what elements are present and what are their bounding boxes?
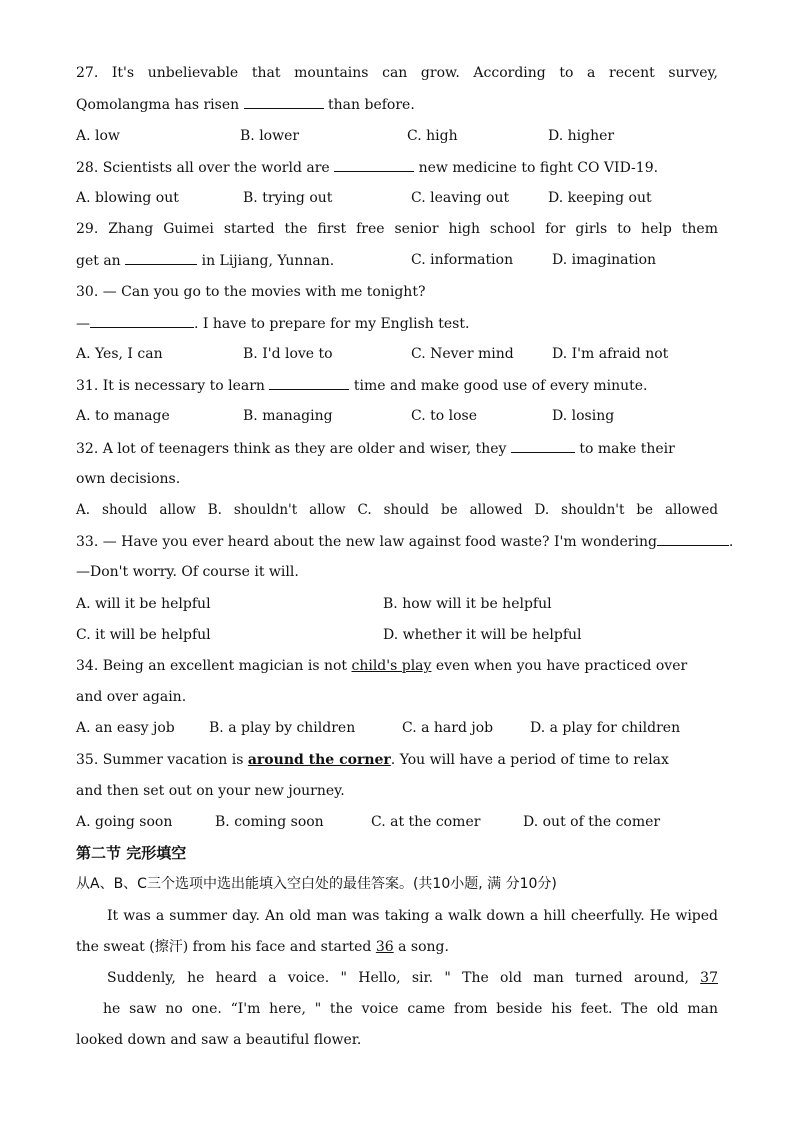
- question-34-stem: 34. Being an excellent magician is not child's play even when you have practiced over: [76, 658, 688, 674]
- question-28-stem: 28. Scientists all over the world are new medicine to fight CO VID-19.: [76, 157, 658, 177]
- option-c: C. at the comer: [371, 814, 481, 830]
- option-c: C. to lose: [411, 408, 477, 424]
- passage-paragraph-1-line-1: It was a summer day. An old man was taking a walk down a hill cheerfully. He wiped: [107, 908, 718, 924]
- passage-paragraph-1-line-2: the sweat (擦汗) from his face and started 36 a song.: [76, 939, 449, 955]
- passage-paragraph-2-line-1: Suddenly, he heard a voice. " Hello, sir. " The old man turned around, 37: [107, 970, 718, 986]
- option-a: A. low: [76, 128, 120, 144]
- question-32-stem: 32. A lot of teenagers think as they are older and wiser, they to make their: [76, 438, 675, 458]
- question-34-stem-cont: and over again.: [76, 689, 187, 705]
- answer-blank: [244, 94, 324, 109]
- question-35-stem: 35. Summer vacation is around the corner. You will have a period of time to relax: [76, 752, 669, 768]
- option-d: D. higher: [548, 128, 615, 144]
- answer-blank: [90, 313, 194, 328]
- option-d: D. a play for children: [530, 720, 681, 736]
- option-c: C. high: [407, 128, 458, 144]
- option-b: B. trying out: [243, 190, 333, 206]
- question-27-stem: 27. It's unbelievable that mountains can grow. According to a recent survey,: [76, 65, 718, 81]
- option-c: C. it will be helpful: [76, 627, 211, 643]
- section-instruction: 从A、B、C三个选项中选出能填入空白处的最佳答案。(共10小题, 满 分10分): [76, 876, 557, 892]
- passage-paragraph-2-line-3: looked down and saw a beautiful flower.: [76, 1032, 362, 1048]
- question-29-stem: 29. Zhang Guimei started the first free senior high school for girls to help them: [76, 221, 718, 237]
- option-a: A. will it be helpful: [76, 596, 211, 612]
- answer-blank: [269, 375, 349, 390]
- answer-blank: [125, 250, 197, 265]
- option-a: A. Yes, I can: [76, 346, 163, 362]
- option-d: D. I'm afraid not: [552, 346, 669, 362]
- question-30-stem: 30. — Can you go to the movies with me tonight?: [76, 284, 426, 300]
- option-c: C. information: [411, 252, 514, 268]
- question-31-stem: 31. It is necessary to learn time and make good use of every minute.: [76, 375, 648, 395]
- option-d: D. imagination: [552, 252, 657, 268]
- question-30-response: — . I have to prepare for my English test.: [76, 313, 469, 333]
- option-d: D. losing: [552, 408, 615, 424]
- option-b: B. managing: [243, 408, 333, 424]
- answer-blank: [334, 157, 414, 172]
- option-d: D. keeping out: [548, 190, 652, 206]
- option-a: A. blowing out: [76, 190, 179, 206]
- underlined-phrase: around the corner: [247, 752, 391, 768]
- option-a: A. an easy job: [76, 720, 175, 736]
- question-32-options: A. should allow B. shouldn't allow C. should be allowed D. shouldn't be allowed: [76, 502, 718, 518]
- option-d: D. out of the comer: [523, 814, 661, 830]
- section-title: 第二节 完形填空: [76, 844, 187, 862]
- option-b: B. I'd love to: [243, 346, 333, 362]
- option-c: C. Never mind: [411, 346, 514, 362]
- question-32-stem-cont: own decisions.: [76, 471, 181, 487]
- option-a: A. going soon: [76, 814, 173, 830]
- blank-number-36: 36: [375, 939, 394, 955]
- option-a: A. to manage: [76, 408, 170, 424]
- question-33-stem: 33. — Have you ever heard about the new law against food waste? I'm wondering .: [76, 531, 733, 551]
- question-27-stem-cont: Qomolangma has risen than before.: [76, 94, 415, 114]
- question-35-stem-cont: and then set out on your new journey.: [76, 783, 345, 799]
- option-c: C. leaving out: [411, 190, 510, 206]
- underlined-phrase: child's play: [351, 658, 432, 674]
- option-b: B. coming soon: [215, 814, 324, 830]
- passage-paragraph-2-line-2: he saw no one. “I'm here, " the voice came from beside his feet. The old man: [103, 1001, 718, 1017]
- question-33-response: —Don't worry. Of course it will.: [76, 564, 299, 580]
- question-29-stem-cont: get an in Lijiang, Yunnan.: [76, 250, 334, 270]
- option-c: C. a hard job: [402, 720, 494, 736]
- option-b: B. lower: [240, 128, 300, 144]
- option-d: D. whether it will be helpful: [383, 627, 582, 643]
- blank-number-37: 37: [700, 970, 718, 986]
- option-b: B. how will it be helpful: [383, 596, 552, 612]
- answer-blank: [657, 531, 729, 546]
- option-b: B. a play by children: [209, 720, 356, 736]
- answer-blank: [511, 438, 575, 453]
